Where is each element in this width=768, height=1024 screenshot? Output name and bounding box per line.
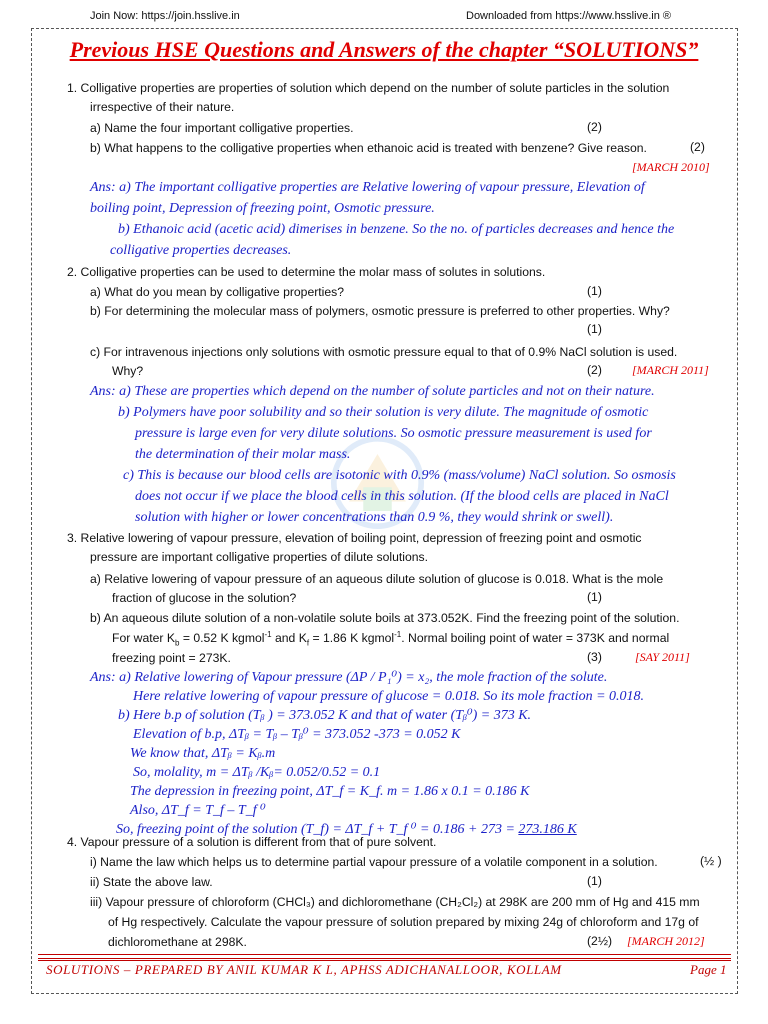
q4-part-ii: ii) State the above law. — [90, 875, 213, 889]
q1-answer-line4: colligative properties decreases. — [110, 243, 292, 258]
q3-stem-line2: pressure are important colligative properties of dilute solutions. — [90, 550, 429, 564]
footer-credit: SOLUTIONS – PREPARED BY ANIL KUMAR K L, APHSS ADICHANALLOOR, KOLLAM — [46, 962, 562, 977]
q3-exam-tag: [SAY 2011] — [635, 650, 690, 664]
q2-answer-line6: does not occur if we place the blood cells in this solution. (If the blood cells are placed in NaCl — [135, 489, 669, 504]
q2-part-c-line2: Why? — [112, 364, 144, 378]
q4-ii-marks: (1) — [587, 874, 602, 888]
q3-a-marks: (1) — [587, 590, 602, 604]
q3-part-b-line3: freezing point = 273K. — [112, 651, 231, 665]
download-source[interactable]: Downloaded from https://www.hsslive.in ® — [466, 10, 671, 22]
q3-part-a-line1: a) Relative lowering of vapour pressure of an aqueous dilute solution of glucose is 0.018. What is the mole — [90, 572, 664, 586]
q1-part-b: b) What happens to the colligative properties when ethanoic acid is treated with benzene? Give reason. — [90, 141, 647, 155]
q2-part-b: b) For determining the molecular mass of polymers, osmotic pressure is preferred to other properties. Why? — [90, 304, 670, 318]
q2-a-marks: (1) — [587, 284, 602, 298]
q1-part-a: a) Name the four important colligative properties. — [90, 121, 354, 135]
page-header — [0, 10, 768, 24]
q4-exam-tag: [MARCH 2012] — [627, 934, 705, 948]
q4-part-iii-line3: dichloromethane at 298K. — [108, 935, 247, 949]
q3-answer-line7: The depression in freezing point, ΔT_f = K_f. m = 1.86 x 0.1 = 0.186 K — [130, 784, 530, 799]
q4-part-iii-line1: iii) Vapour pressure of chloroform (CHCl₃) and dichloromethane (CH₂Cl₂) at 298K are 200 mm of Hg and 415 mm — [90, 895, 700, 909]
q2-answer-line3: pressure is large even for very dilute solutions. So osmotic pressure measurement is used for — [135, 426, 652, 441]
q3-answer-line4: Elevation of b.p, ΔTᵦ = Tᵦ – Tᵦ⁰ = 373.052 -373 = 0.052 K — [133, 727, 461, 742]
q2-c-marks: (2) — [587, 363, 602, 377]
q3-b-marks: (3) — [587, 650, 602, 664]
q1-answer-line2: boiling point, Depression of freezing point, Osmotic pressure. — [90, 201, 435, 216]
q3-final-answer: 273.186 K — [518, 822, 577, 837]
q3-part-b-line1: b) An aqueous dilute solution of a non-volatile solute boils at 373.052K. Find the freezing point of the solution. — [90, 611, 680, 625]
page-title: Previous HSE Questions and Answers of the chapter “SOLUTIONS” — [69, 37, 699, 62]
q1-answer-line3: b) Ethanoic acid (acetic acid) dimerises in benzene. So the no. of particles decreases and hence the — [118, 222, 675, 237]
q3-answer-line2: Here relative lowering of vapour pressure of glucose = 0.018. So its mole fraction = 0.018. — [133, 689, 645, 704]
q1-stem-line2: irrespective of their nature. — [90, 100, 235, 114]
footer-divider-double — [38, 958, 731, 961]
q3-answer-line6: So, molality, m = ΔTᵦ /Kᵦ= 0.052/0.52 = 0.1 — [133, 765, 381, 780]
q2-answer-line7: solution with higher or lower concentrations than 0.9 %, they would shrink or swell). — [135, 510, 614, 525]
q4-iii-marks: (2½) — [587, 934, 613, 948]
q1-b-marks: (2) — [690, 140, 705, 154]
q3-answer-line9: So, freezing point of the solution (T_f) = ΔT_f + T_f ⁰ = 0.186 + 273 = 273.186 K — [116, 822, 577, 837]
q3-part-b-line2: For water $K_b = 0.52$ K kgmol$^{-1}$ and $K_f = 1.86$ K kgmol$^{-1}$. Normal boiling point of water = 373K and normal — [112, 629, 670, 648]
q2-part-a: a) What do you mean by colligative properties? — [90, 285, 345, 299]
q4-i-marks: (½ ) — [700, 854, 722, 868]
q1-exam-tag: [MARCH 2010] — [632, 160, 710, 174]
q1-answer-line1: Ans: a) The important colligative properties are Relative lowering of vapour pressure, Elevation of — [90, 180, 645, 195]
join-link[interactable]: Join Now: https://join.hsslive.in — [90, 10, 240, 22]
q1-stem-line1: 1. Colligative properties are properties of solution which depend on the number of solute particles in the solution — [67, 81, 670, 95]
q1-a-marks: (2) — [587, 120, 602, 134]
q2-answer-line2: b) Polymers have poor solubility and so their solution is very dilute. The magnitude of osmotic — [118, 405, 649, 420]
q4-stem: 4. Vapour pressure of a solution is different from that of pure solvent. — [67, 835, 437, 849]
page-number: Page 1 — [690, 962, 727, 977]
q3-answer-line5: We know that, ΔTᵦ = Kᵦ.m — [130, 746, 276, 761]
q3-part-a-line2: fraction of glucose in the solution? — [112, 591, 297, 605]
q2-answer-line4: the determination of their molar mass. — [135, 447, 351, 462]
q3-stem-line1: 3. Relative lowering of vapour pressure, elevation of boiling point, depression of freezing point and osmotic — [67, 531, 642, 545]
q2-answer-line5: c) This is because our blood cells are isotonic with 0.9% (mass/volume) NaCl solution. So osmosis — [123, 468, 676, 483]
q2-b-marks: (1) — [587, 322, 602, 336]
q4-part-i: i) Name the law which helps us to determine partial vapour pressure of a volatile component in a solution. — [90, 855, 658, 869]
q2-answer-line1: Ans: a) These are properties which depend on the number of solute particles and not on their nature. — [90, 384, 655, 399]
q2-exam-tag: [MARCH 2011] — [632, 363, 709, 377]
q2-part-c-line1: c) For intravenous injections only solutions with osmotic pressure equal to that of 0.9% NaCl solution is used. — [90, 345, 678, 359]
q2-stem: 2. Colligative properties can be used to determine the molar mass of solutes in solutions. — [67, 265, 546, 279]
q3-answer-line3: b) Here b.p of solution (Tᵦ ) = 373.052 K and that of water (Tᵦ⁰) = 373 K. — [118, 708, 532, 723]
q4-part-iii-line2: of Hg respectively. Calculate the vapour pressure of solution prepared by mixing 24g of chloroform and 17g of — [108, 915, 699, 929]
footer-divider — [38, 954, 731, 955]
q3-answer-line1: Ans: a) Relative lowering of Vapour pressure (ΔP / P₁⁰) = x₂, the mole fraction of the solute. — [90, 670, 608, 685]
q3-answer-line8: Also, ΔT_f = T_f – T_f ⁰ — [130, 803, 266, 818]
